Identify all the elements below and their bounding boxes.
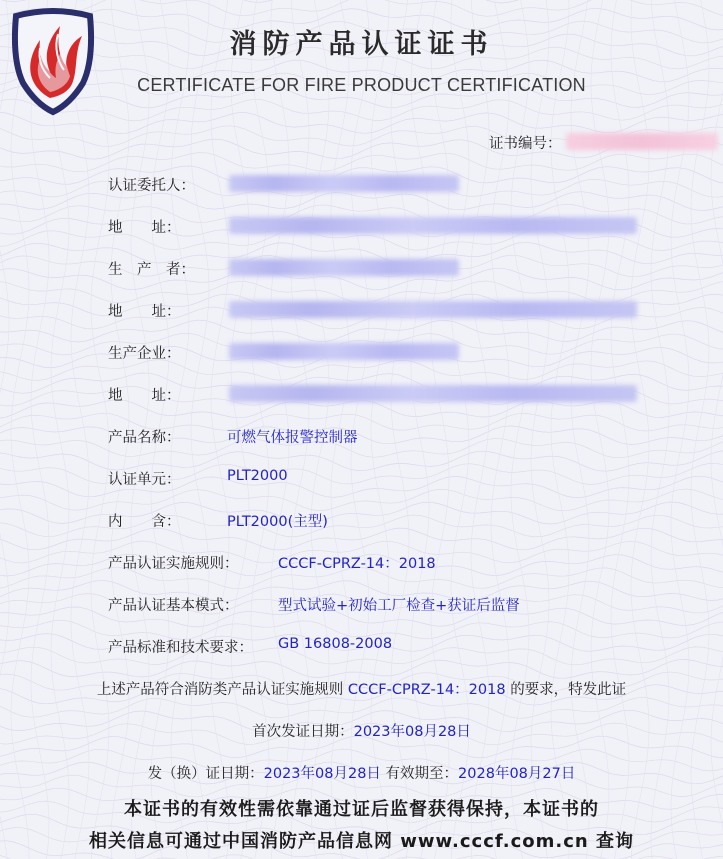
issue-label: 发（换）证日期：	[147, 766, 264, 782]
enterprise-redacted	[229, 343, 459, 360]
enterprise-label: 生产企业：	[108, 346, 181, 362]
client-redacted	[229, 175, 459, 192]
producer-label: 生 产 者：	[108, 262, 195, 278]
footer-line-1: 本证书的有效性需依靠通过证后监督获得保持，本证书的	[124, 799, 599, 820]
compliance-statement	[0, 678, 723, 699]
valid-label: 有效期至：	[385, 766, 459, 782]
client-address-label: 地 址：	[108, 220, 181, 236]
issue-value: 2023年08月28日	[263, 766, 381, 782]
client-label: 认证委托人：	[108, 178, 195, 194]
footer-line-2: 相关信息可通过中国消防产品信息网 www.cccf.com.cn 查询	[89, 831, 634, 852]
first-issue-date	[0, 720, 723, 741]
first-issue-value: 2023年08月28日	[353, 724, 471, 740]
producer-address-redacted	[229, 301, 637, 318]
mode-label: 产品认证基本模式：	[108, 598, 239, 614]
enterprise-address-label: 地 址：	[108, 388, 181, 404]
issue-validity-line	[0, 762, 723, 783]
product-name-value: 可燃气体报警控制器	[227, 430, 358, 446]
certificate-title: 消防产品认证证书	[229, 29, 494, 60]
standard-label: 产品标准和技术要求：	[108, 640, 253, 656]
first-issue-label: 首次发证日期：	[252, 724, 354, 740]
product-name-label: 产品名称：	[108, 430, 181, 446]
unit-value: PLT2000	[227, 468, 288, 484]
standard-value: GB 16808-2008	[278, 636, 393, 652]
rules-label: 产品认证实施规则：	[108, 556, 239, 572]
cert-no-label: 证书编号：	[489, 136, 562, 152]
producer-redacted	[229, 259, 459, 276]
contains-value: PLT2000(主型)	[227, 514, 328, 530]
certificate-subtitle: CERTIFICATE FOR FIRE PRODUCT CERTIFICATION	[137, 75, 586, 95]
statement-suffix: 的要求，特发此证	[510, 682, 627, 698]
cert-no-redacted	[566, 133, 718, 150]
contains-label: 内 含：	[108, 514, 181, 530]
producer-address-label: 地 址：	[108, 304, 181, 320]
mode-value: 型式试验+初始工厂检查+获证后监督	[278, 598, 520, 614]
statement-prefix: 上述产品符合消防类产品认证实施规则	[96, 682, 344, 698]
rules-value: CCCF-CPRZ-14：2018	[278, 556, 436, 572]
enterprise-address-redacted	[229, 385, 637, 402]
client-address-redacted	[229, 217, 637, 234]
valid-value: 2028年08月27日	[458, 766, 576, 782]
unit-label: 认证单元：	[108, 472, 181, 488]
statement-rule: CCCF-CPRZ-14：2018	[347, 682, 506, 698]
